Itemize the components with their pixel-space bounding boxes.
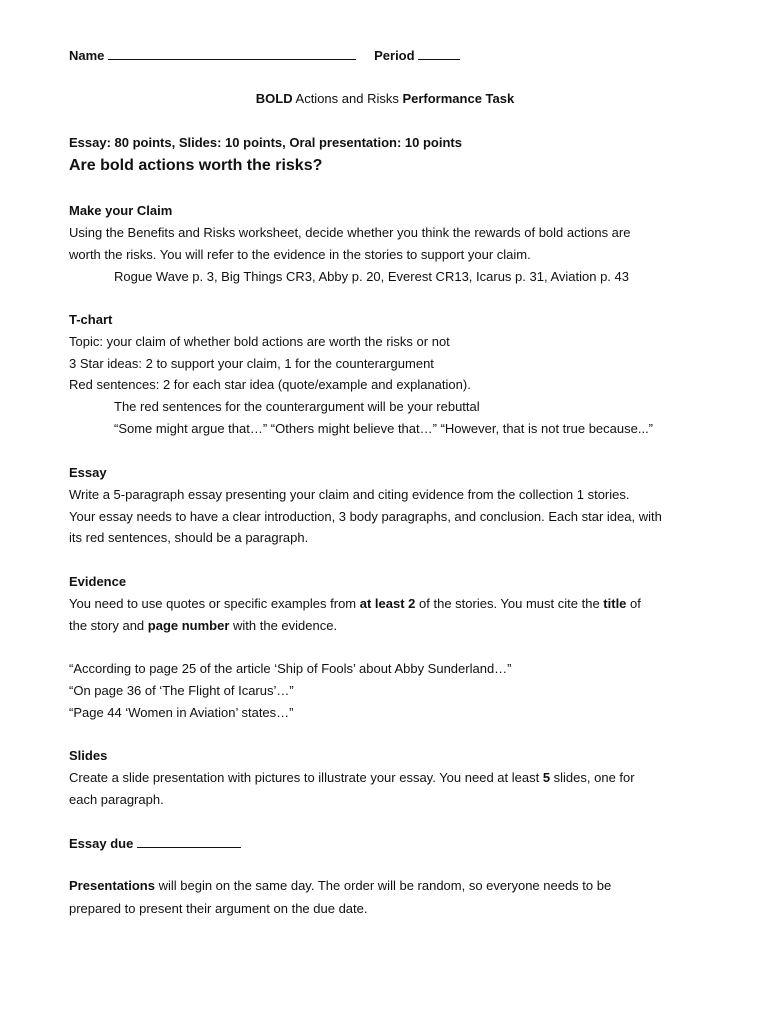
evidence-heading: Evidence bbox=[69, 574, 127, 589]
evidence-example-3: “Page 44 ‘Women in Aviation’ states…” bbox=[69, 705, 294, 720]
page-number-word: page number bbox=[147, 618, 230, 633]
title-end: Performance Task bbox=[402, 91, 515, 106]
claim-sources: Rogue Wave p. 3, Big Things CR3, Abby p. 20, Everest CR13, Icarus p. 31, Aviation p. 43 bbox=[114, 269, 629, 284]
essay-heading: Essay bbox=[69, 465, 107, 480]
presentations-line-2: prepared to present their argument on the due date. bbox=[69, 901, 368, 916]
name-blank[interactable] bbox=[108, 48, 356, 60]
tchart-line-1: Topic: your claim of whether bold actions are worth the risks or not bbox=[69, 334, 450, 349]
period-blank[interactable] bbox=[418, 48, 460, 60]
tchart-line-4: The red sentences for the counterargument will be your rebuttal bbox=[114, 399, 480, 414]
claim-line-1: Using the Benefits and Risks worksheet, decide whether you think the rewards of bold actions are bbox=[69, 225, 631, 240]
evidence-line-2: the story and page number with the evidence. bbox=[69, 618, 338, 633]
evidence-example-1: “According to page 25 of the article ‘Ship of Fools’ about Abby Sunderland…” bbox=[69, 661, 512, 676]
presentations-word: Presentations bbox=[69, 878, 155, 893]
essay-line-1: Write a 5-paragraph essay presenting your claim and citing evidence from the collection 1 stories. bbox=[69, 487, 630, 502]
name-period-line bbox=[69, 48, 460, 64]
name-label: Name bbox=[69, 48, 105, 63]
slides-count: 5 bbox=[542, 770, 551, 785]
essay-due-line bbox=[69, 836, 241, 852]
tchart-heading: T-chart bbox=[69, 312, 113, 327]
main-question: Are bold actions worth the risks? bbox=[69, 157, 323, 174]
slides-heading: Slides bbox=[69, 748, 108, 763]
claim-heading: Make your Claim bbox=[69, 203, 173, 218]
evidence-line-1: You need to use quotes or specific examples from at least 2 of the stories. You must cite the title of bbox=[69, 596, 641, 611]
essay-line-2: Your essay needs to have a clear introduction, 3 body paragraphs, and conclusion. Each star idea, with bbox=[69, 509, 662, 524]
claim-line-2: worth the risks. You will refer to the evidence in the stories to support your claim. bbox=[69, 247, 531, 262]
tchart-line-3: Red sentences: 2 for each star idea (quote/example and explanation). bbox=[69, 377, 471, 392]
title-bold-word: BOLD bbox=[255, 91, 293, 106]
title-word: title bbox=[603, 596, 627, 611]
at-least-2: at least 2 bbox=[359, 596, 416, 611]
essay-due-blank[interactable] bbox=[137, 836, 241, 848]
slides-line-1: Create a slide presentation with pictures to illustrate your essay. You need at least 5 slides, one for bbox=[69, 770, 635, 785]
essay-due-label: Essay due bbox=[69, 836, 134, 851]
presentations-line-1: Presentations will begin on the same day. The order will be random, so everyone needs to be bbox=[69, 878, 612, 893]
evidence-example-2: “On page 36 of ‘The Flight of Icarus’…” bbox=[69, 683, 294, 698]
tchart-line-5: “Some might argue that…” “Others might believe that…” “However, that is not true because...” bbox=[114, 421, 654, 436]
tchart-line-2: 3 Star ideas: 2 to support your claim, 1 for the counterargument bbox=[69, 356, 434, 371]
page-title bbox=[0, 91, 770, 107]
points-line: Essay: 80 points, Slides: 10 points, Oral presentation: 10 points bbox=[69, 135, 462, 150]
title-middle: Actions and Risks bbox=[292, 91, 403, 106]
slides-line-2: each paragraph. bbox=[69, 792, 164, 807]
period-label: Period bbox=[374, 48, 415, 63]
essay-line-3: its red sentences, should be a paragraph. bbox=[69, 530, 309, 545]
